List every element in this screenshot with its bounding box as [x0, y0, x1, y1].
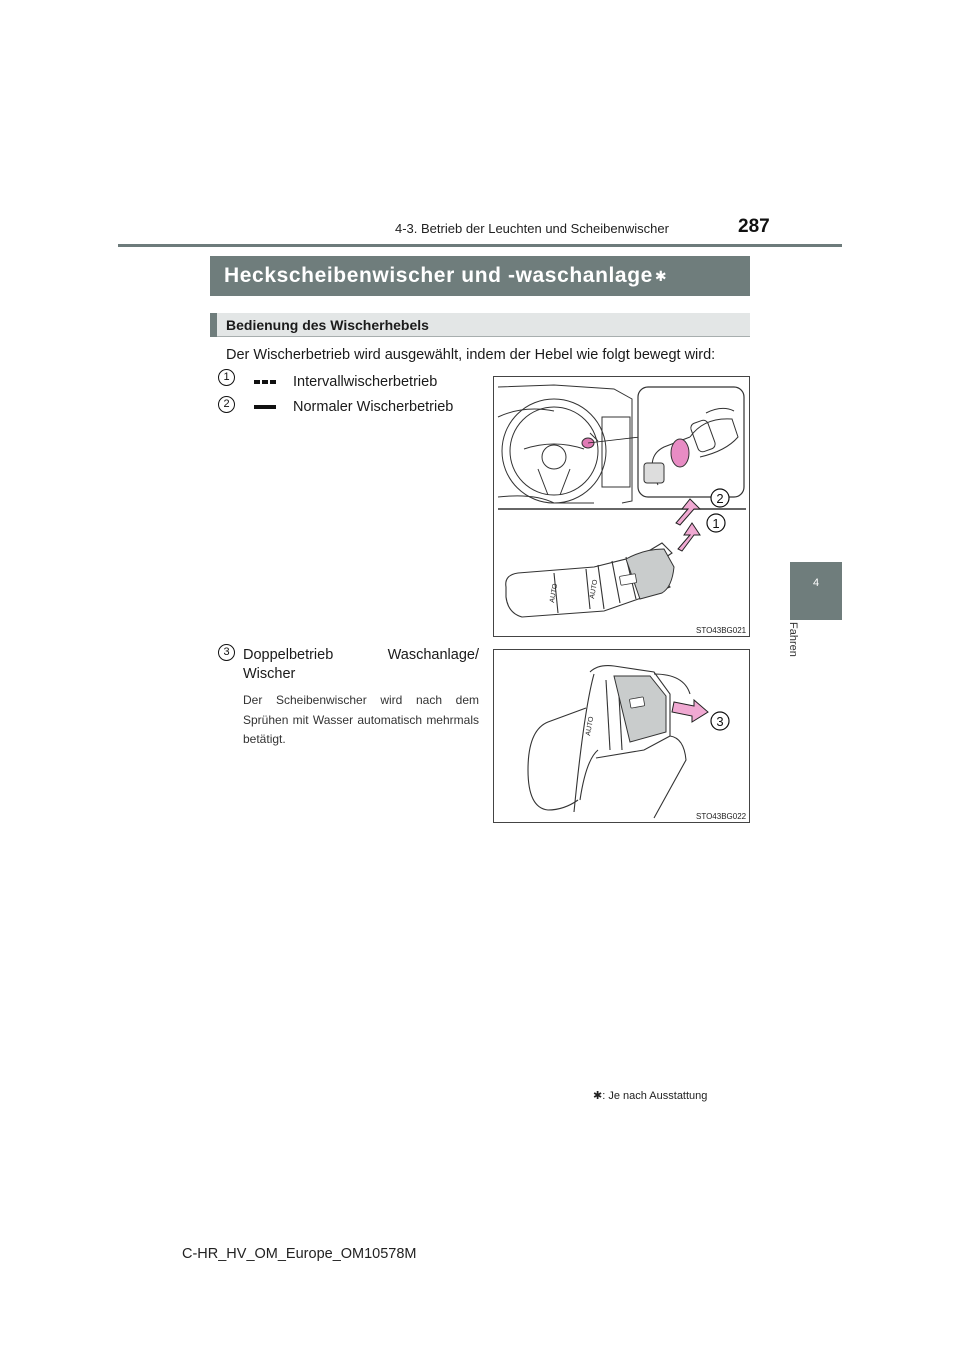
page-number: 287 — [738, 216, 770, 237]
intro-text: Der Wischerbetrieb wird ausgewählt, indem der Hebel wie folgt bewegt wird: — [226, 347, 716, 363]
figure-code-1: STO43BG021 — [696, 626, 747, 635]
callout-3: 3 — [716, 714, 724, 729]
lever-illustration-2 — [494, 650, 751, 824]
item-number-3: 3 — [218, 644, 235, 661]
callout-1: 1 — [712, 516, 720, 531]
chapter-label — [786, 622, 800, 672]
item-number-2: 2 — [218, 396, 235, 413]
item-description-3: Der Scheibenwischer wird nach dem Sprühen mit Wasser automatisch mehrmals betätigt. — [243, 693, 479, 746]
item-label-2: Normaler Wischerbetrieb — [293, 399, 454, 415]
continuous-bar-icon — [254, 405, 276, 409]
figure-code-2: STO43BG022 — [696, 812, 747, 821]
document-code-footer: C-HR_HV_OM_Europe_OM10578M — [182, 1246, 417, 1262]
item-label-3-line2: Wischer — [243, 666, 296, 682]
item-label-3-line1: Doppelbetrieb Waschanlage/ — [243, 647, 479, 663]
lever-illustration-1 — [494, 377, 751, 638]
figure-wiper-lever-operation — [493, 376, 750, 637]
arrow-push-icon — [672, 700, 708, 722]
asterisk-icon: ✱ — [593, 1090, 603, 1102]
item-number-1: 1 — [218, 369, 235, 386]
section-title-bar — [210, 256, 750, 296]
subheading-bar — [210, 313, 750, 337]
asterisk-icon: ✱ — [654, 267, 667, 284]
arrow-up-icon-2 — [676, 499, 700, 525]
footnote-text: : Je nach Ausstattung — [602, 1090, 708, 1102]
chapter-tab — [790, 562, 842, 620]
item-label-1: Intervallwischerbetrieb — [293, 374, 438, 390]
lever-mark-auto: AUTO — [549, 583, 560, 604]
lever-mark-auto-3: AUTO — [585, 716, 596, 737]
callout-2: 2 — [716, 491, 724, 506]
subheading-text: Bedienung des Wischerhebels — [226, 317, 429, 333]
figure-washer-operation — [493, 649, 750, 823]
subheading-accent — [210, 313, 217, 337]
lever-mark-auto-2: AUTO — [589, 579, 600, 600]
chapter-label-text: Fahren — [787, 622, 799, 657]
chapter-number: 4 — [812, 577, 820, 589]
running-header-section: 4-3. Betrieb der Leuchten und Scheibenwischer — [395, 221, 669, 236]
footnote — [593, 1089, 707, 1102]
arrow-up-icon-1 — [678, 523, 700, 551]
header-rule — [118, 244, 842, 247]
section-title: Heckscheibenwischer und -waschanlage — [224, 264, 653, 287]
